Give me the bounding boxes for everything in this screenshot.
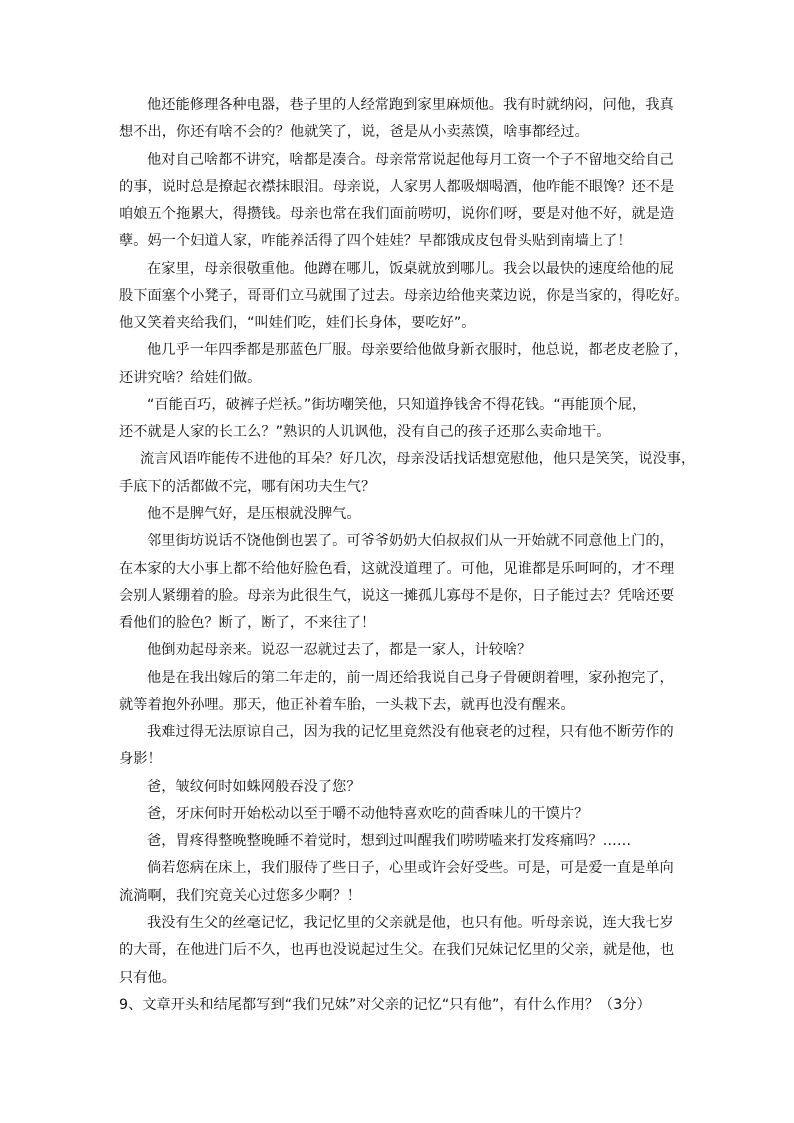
text-line: 他又笑着夹给我们，“叫娃们吃，娃们长身体，要吃好”。 — [119, 315, 476, 332]
text-line: 只有他。 — [119, 969, 176, 986]
document-body — [119, 92, 696, 1019]
text-line: 爸，牙床何时开始松动以至于嚼不动他特喜欢吃的茴香味儿的干馍片？ — [147, 805, 589, 822]
text-line: 想不出，你还有啥不会的？他就笑了，说，爸是从小卖蒸馍，啥事都经过。 — [119, 124, 589, 141]
text-line: 他还能修理各种电器，巷子里的人经常跑到家里麻烦他。我有时就纳闷，问他，我真 — [147, 97, 674, 113]
text-line: 我难过得无法原谅自己，因为我的记忆里竟然没有他衰老的过程，只有他不断劳作的 — [147, 724, 674, 741]
text-line: 的事，说时总是撩起衣襟抹眼泪。母亲说，人家男人都吸烟喝酒，他咋能不眼馋？还不是 — [119, 178, 675, 195]
text-line: 流言风语咋能传不进他的耳朵？好几次，母亲没话找话想宽慰他，他只是笑笑，说没事， — [140, 451, 696, 468]
text-line: 的大哥，在他进门后不久，也再也没说起过生父。在我们兄妹记忆里的父亲，就是他，也 — [119, 942, 675, 959]
text-line: “百能百巧，破裤子烂袄。”街坊嘲笑他，只知道挣钱舍不得花钱。“再能顶个屁， — [147, 396, 647, 413]
text-line: 爸，胃疼得整晚整晚睡不着觉时，想到过叫醒我们唠唠嗑来打发疼痛吗？…… — [147, 833, 632, 850]
text-line: 身影！ — [119, 751, 162, 768]
text-line: 还讲究啥？给娃们做。 — [119, 369, 262, 386]
text-line: 手底下的活都做不完，哪有闲功夫生气？ — [119, 478, 376, 495]
text-line: 流淌啊，我们究竟关心过您多少啊？！ — [119, 887, 362, 904]
text-line: 咱娘五个拖累大，得攒钱。母亲也常在我们面前唠叨，说你们呀，要是对他不好，就是造 — [119, 206, 675, 223]
text-line: 邻里街坊说话不饶他倒也罢了。可爷爷奶奶大伯叔叔们从一开始就不同意他上门的， — [147, 533, 674, 550]
text-line: 倘若您病在床上，我们服侍了些日子，心里或许会好受些。可是，可是爱一直是单向 — [147, 860, 674, 877]
text-line: 我没有生父的丝毫记忆，我记忆里的父亲就是他，也只有他。听母亲说，连大我七岁 — [147, 914, 674, 931]
text-line: 爸，皱纹何时如蛛网般吞没了您？ — [147, 778, 361, 795]
text-line: 他倒劝起母亲来。说忍一忍就过去了，都是一家人，计较啥？ — [147, 642, 532, 659]
text-line: 他是在我出嫁后的第二年走的，前一周还给我说自己身子骨硬朗着哩，家孙抱完了， — [147, 669, 674, 686]
text-line: 还不就是人家的长工么？”熟识的人讥讽他，没有自己的孩子还那么卖命地干。 — [119, 424, 611, 441]
text-line: 他对自己啥都不讲究，啥都是凑合。母亲常常说起他每月工资一个子不留地交给自己 — [147, 151, 674, 168]
text-line: 在家里，母亲很敬重他。他蹲在哪儿，饭桌就放到哪儿。我会以最快的速度给他的屁 — [147, 260, 674, 277]
text-line: 就等着抱外孙哩。那天，他正补着车胎，一头栽下去，就再也没有醒来。 — [119, 696, 575, 713]
text-line: 孽。妈一个妇道人家，咋能养活得了四个娃娃？早都饿成皮包骨头贴到南墙上了！ — [119, 233, 632, 250]
question-text: 9、文章开头和结尾都写到“我们兄妹”对父亲的记忆“只有他”，有什么作用？（3分） — [119, 996, 651, 1013]
text-line: 股下面塞个小凳子，哥哥们立马就围了过去。母亲边给他夹菜边说，你是当家的，得吃好。 — [119, 287, 689, 304]
text-line: 会别人紧绷着的脸。母亲为此很生气，说这一摊孤儿寡母不是你，日子能过去？凭啥还要 — [119, 587, 675, 604]
text-line: 他几乎一年四季都是那蓝色厂服。母亲要给他做身新衣服时，他总说，都老皮老脸了， — [147, 342, 689, 359]
text-line: 他不是脾气好，是压根就没脾气。 — [147, 505, 361, 522]
text-line: 在本家的大小事上都不给他好脸色看，这就没道理了。可他，见谁都是乐呵呵的，才不理 — [119, 560, 675, 577]
text-line: 看他们的脸色？断了，断了，不来往了！ — [119, 615, 376, 632]
